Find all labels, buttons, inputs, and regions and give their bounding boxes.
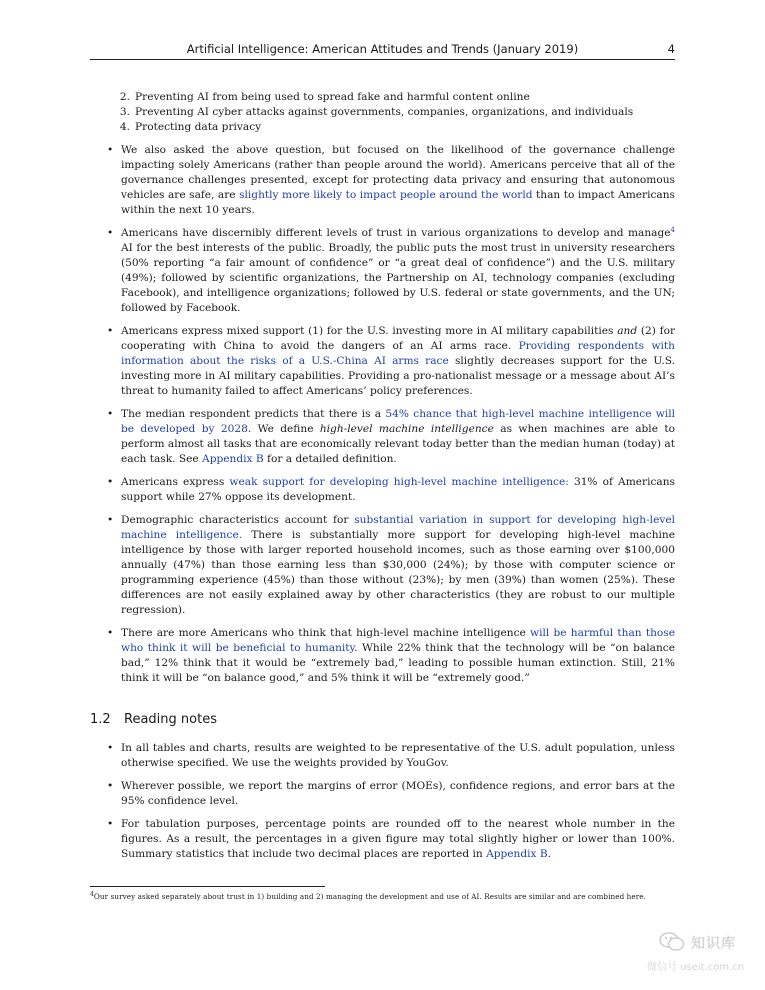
footnote-text: Our survey asked separately about trust in 1) building and 2) managing the development and use of AI. Results are similar and are combined here.: [93, 892, 647, 901]
section-heading: [90, 711, 675, 729]
note-rounding: • For tabulation purposes, percentage points are rounded off to the nearest whole number in the figures. As a result, the percentages in a given figure may total slightly higher or lower than 100%. Summary statistics that include two decimal places are reported in Appendix B.: [90, 817, 675, 862]
wechat-icon: [659, 932, 685, 952]
link-impact-world[interactable]: slightly more likely to impact people around the world: [239, 189, 533, 201]
page-number: 4: [667, 42, 675, 56]
link-weak-support[interactable]: weak support for developing high-level machine intelligence:: [229, 476, 569, 488]
note-margins: • Wherever possible, we report the margins of error (MOEs), confidence regions, and error bars at the 95% confidence level.: [90, 779, 675, 809]
list-item: 2. Preventing AI from being used to spread fake and harmful content online: [119, 91, 530, 103]
section-number: 1.2: [90, 712, 111, 727]
governance-list: [90, 90, 675, 135]
watermark-sub: 微信号 useit.com.cn: [647, 962, 745, 973]
finding-demographics: • Demographic characteristics account for substantial variation in support for developing high-level machine intelligence. There is substantially more support for developing high-level machine intelligence by those with larger reported household incomes, such as those earning over $100,000 annually (47%) than those earning less than $30,000 (24%); by those with computer science or programming experience (45%) than those without (23%); by men (39%) than women (25%). These differences are not easily explained away by other characteristics (they are robust to our multiple regression).: [90, 513, 675, 618]
link-arms-race[interactable]: Providing respondents with information about the risks of a U.S.-China AI arms race: [121, 340, 675, 367]
link-appendix-b-notes[interactable]: Appendix B: [486, 848, 548, 860]
finding-hlmi-timeline: • The median respondent predicts that there is a 54% chance that high-level machine intelligence will be developed by 2028. We define high-level machine intelligence as when machines are able to perform almost all tasks that are economically relevant today better than the median human (today) at each task. See Appendix B for a detailed definition.: [90, 407, 675, 467]
header-title: Artificial Intelligence: American Attitudes and Trends (January 2019): [186, 42, 579, 56]
finding-governance-americans: • We also asked the above question, but focused on the likelihood of the governance challenge impacting solely Americans (rather than people around the world). Americans perceive that all of the governance challenges presented, except for protecting data privacy and ensuring that autonomous vehicles are safe, are slightly more likely to impact people around the world than to impact Americans within the next 10 years.: [90, 143, 675, 218]
section-title: Reading notes: [124, 712, 217, 727]
link-harmful-beneficial[interactable]: will be harmful than those who think it will be beneficial to humanity: [121, 627, 675, 654]
link-demographic-variation[interactable]: substantial variation in support for developing high-level machine intelligence.: [121, 514, 675, 541]
link-appendix-b[interactable]: Appendix B: [202, 453, 264, 465]
finding-weak-support: • Americans express weak support for developing high-level machine intelligence: 31% of Americans support while 27% oppose its development.: [90, 475, 675, 505]
finding-harmful: • There are more Americans who think that high-level machine intelligence will be harmful than those who think it will be beneficial to humanity. While 22% think that the technology will be “on balance bad,” 12% think that it would be “extremely bad,” leading to possible human extinction. Still, 21% think it will be “on balance good,” and 5% think it will be “extremely good.”: [90, 626, 675, 686]
watermark-brand: 知识库: [691, 936, 736, 952]
finding-military: • Americans express mixed support (1) for the U.S. investing more in AI military capabilities and (2) for cooperating with China to avoid the dangers of an AI arms race. Providing respondents with information about the risks of a U.S.-China AI arms race slightly decreases support for the U.S. investing more in AI military capabilities. Providing a pro-nationalist message or a message about AI’s threat to humanity failed to affect Americans’ policy preferences.: [90, 324, 675, 399]
footnote-mark: 4: [90, 891, 94, 898]
list-item: 3. Preventing AI cyber attacks against governments, companies, organizations, and individuals: [119, 106, 634, 118]
footnote-rule: [90, 886, 325, 887]
running-header: [90, 42, 675, 60]
link-hlmi-2028[interactable]: 54% chance that high-level machine intelligence will be developed by 2028: [121, 408, 675, 435]
footnote: [90, 892, 680, 901]
note-weights: • In all tables and charts, results are weighted to be representative of the U.S. adult population, unless otherwise specified. We use the weights provided by YouGov.: [90, 741, 675, 771]
list-item: 4. Protecting data privacy: [119, 121, 262, 133]
page-body: [90, 90, 675, 862]
reading-notes-list: [90, 741, 675, 862]
footnote-ref[interactable]: 4: [670, 226, 675, 234]
watermark: [645, 930, 755, 974]
finding-trust: • Americans have discernibly different levels of trust in various organizations to develop and manage$^4$ AI for the best interests of the public. Broadly, the public puts the most trust in university researchers (50% reporting “a fair amount of confidence” or “a great deal of confidence”) and the U.S. military (49%); followed by scientific organizations, the Partnership on AI, technology companies (excluding Facebook), and intelligence organizations; followed by U.S. federal or state governments, and the UN; followed by Facebook.: [90, 226, 675, 316]
findings-list: [90, 143, 675, 686]
